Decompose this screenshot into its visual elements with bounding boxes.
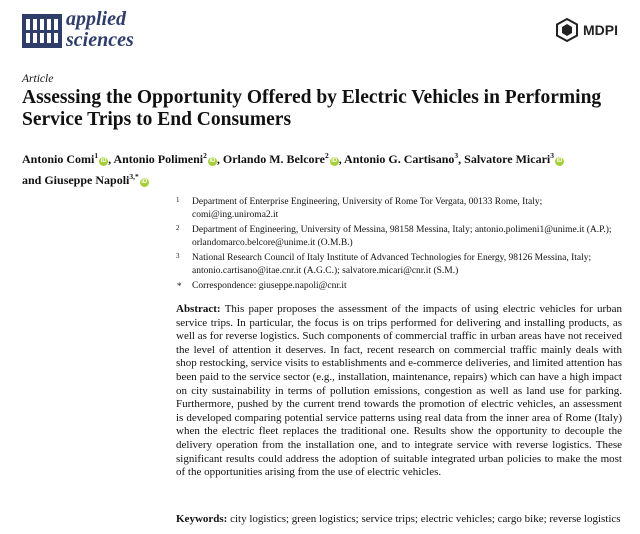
orcid-icon[interactable]: iD [100, 158, 107, 164]
author-name[interactable] [22, 173, 149, 187]
keywords-label: Keywords: [176, 513, 228, 525]
affiliation-number: 2 [176, 224, 180, 232]
affiliation-text: Correspondence: giuseppe.napoli@cnr.it [192, 281, 347, 291]
orcid-icon[interactable]: iD [331, 158, 338, 164]
affiliation-item [176, 196, 620, 221]
journal-name-line1: applied [66, 8, 126, 30]
journal-name-line2: sciences [66, 29, 134, 51]
affiliation-number: * [177, 281, 182, 291]
journal-logo-icon [22, 14, 62, 48]
affiliation-item [176, 252, 620, 277]
author-separator: , [216, 152, 220, 166]
affiliation-list [176, 196, 620, 296]
affiliation-item [176, 280, 620, 293]
author-separator: , [108, 152, 112, 166]
author-name-text: Orlando M. Belcore [222, 152, 325, 166]
publisher-name: MDPI [583, 22, 618, 38]
mdpi-badge-icon [555, 18, 579, 42]
article-type: Article [22, 73, 54, 85]
author-affiliation-sup: 3,* [129, 172, 139, 181]
abstract-text: This paper proposes the assessment of the impacts of using electric vehicles for urban service trips. In particular, the focus is on trips performed for delivering and installing products, as well as for reverse logistics. Such components of commercial traffic in urban areas have not received the level of attention it deserves. In fact, recent research on commercial traffic mainly deals with shop restocking, service visits to establishments and e-commerce deliveries, and limited attention has been paid to the service sector (e.g., installation, maintenance, repairs) which can have a high impact on city sustainability in terms of pollution emissions, congestion as well as land use for parking. Furthermore, pushed by the current trend towards the promotion of electric vehicles, an assessment is developed comparing potential service patterns using real data from the inner area of Rome (Italy) when the electric fleet replaces the traditional one. Results show the opportunity to decouple the delivery operation from the installation one, and to integrate service with reverse logistics. These significant results could address the adoption of suitable integrated urban policies to make the most of the opportunities arising from the use of electric vehicles. [176, 303, 622, 479]
orcid-icon[interactable]: iD [141, 179, 148, 185]
paper-title: Assessing the Opportunity Offered by Electric Vehicles in Performing Service Trips to End Consumers [22, 87, 602, 130]
author-name[interactable] [223, 152, 339, 166]
author-affiliation-sup: 2 [203, 151, 207, 160]
author-name[interactable] [22, 152, 108, 166]
orcid-icon[interactable]: iD [556, 158, 563, 164]
author-separator: , [458, 152, 462, 166]
abstract-label: Abstract: [176, 303, 221, 315]
affiliation-item [176, 224, 620, 249]
author-name[interactable] [464, 152, 564, 166]
author-affiliation-sup: 2 [324, 151, 329, 160]
author-affiliation-sup: 1 [94, 151, 99, 160]
author-name-text: Antonio Polimeni [113, 152, 204, 166]
keywords-text: city logistics; green logistics; service trips; electric vehicles; cargo bike; reverse logistics [230, 513, 621, 525]
author-affiliation-sup: 3 [454, 151, 459, 160]
keywords [176, 513, 622, 526]
author-affiliation-sup: 3 [550, 151, 554, 160]
affiliation-text: Department of Engineering, University of Messina, 98158 Messina, Italy; antonio.polimeni1@unime.it (A.P.); orlandomarco.belcore@unime.it (O.M.B.) [192, 225, 612, 248]
affiliation-number: 1 [176, 196, 180, 204]
author-name-text: Antonio G. Cartisano [344, 152, 455, 166]
author-name[interactable] [113, 152, 216, 166]
author-list [22, 147, 622, 189]
affiliation-text: Department of Enterprise Engineering, University of Rome Tor Vergata, 00133 Rome, Italy; comi@ing.uniroma2.it [192, 197, 543, 220]
author-name[interactable] [344, 152, 458, 166]
author-separator: , [338, 152, 342, 166]
orcid-icon[interactable]: iD [209, 158, 216, 164]
affiliation-number: 3 [176, 252, 180, 260]
author-name-text: Antonio Comi [22, 152, 95, 166]
author-name-text: and Giuseppe Napoli [22, 173, 130, 187]
publisher-logo [555, 18, 618, 42]
affiliation-text: National Research Council of Italy Institute of Advanced Technologies for Energy, 98126 Messina, Italy; antonio.cartisano@itae.cnr.it (A.G.C.); salvatore.micari@cnr.it (S.M.) [192, 253, 592, 276]
abstract [176, 303, 622, 480]
journal-name [66, 9, 134, 51]
author-name-text: Salvatore Micari [464, 152, 551, 166]
